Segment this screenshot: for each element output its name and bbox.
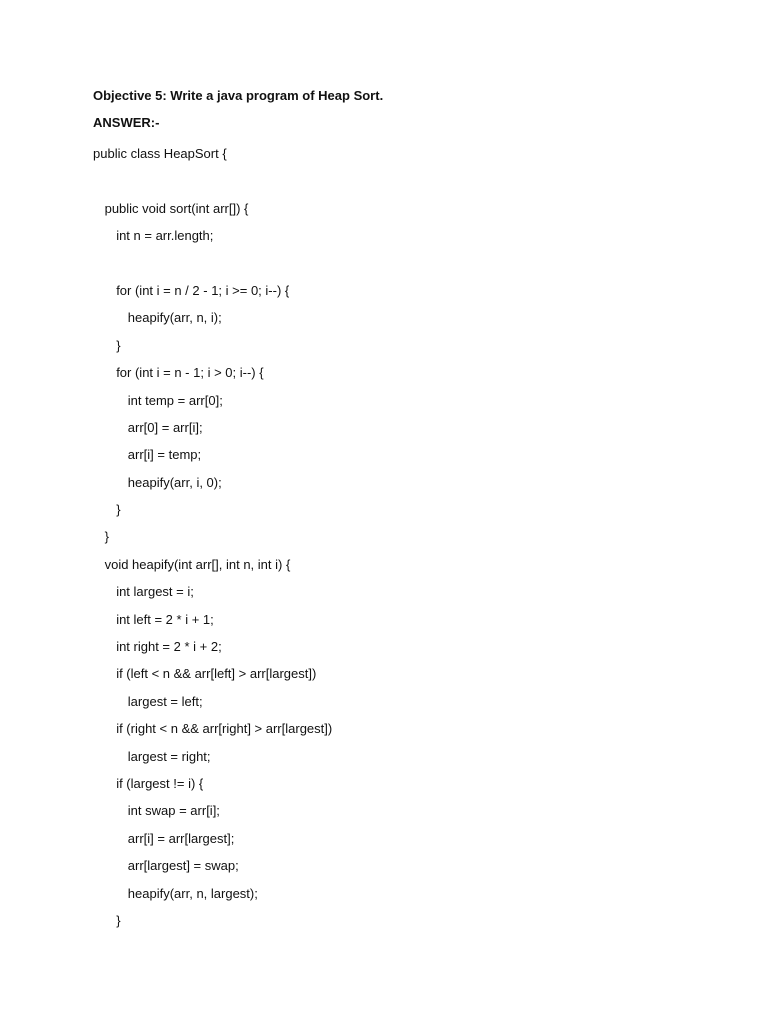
code-line: void heapify(int arr[], int n, int i) {: [104, 556, 291, 572]
code-line: arr[i] = temp;: [127, 447, 202, 463]
code-line: largest = left;: [127, 693, 203, 709]
document-content: [93, 86, 713, 934]
objective-heading: Objective 5: Write a java program of Heap Sort.: [93, 88, 384, 103]
code-line: int largest = i;: [116, 584, 194, 600]
code-line: int swap = arr[i];: [127, 803, 220, 819]
code-line: arr[largest] = swap;: [127, 858, 239, 874]
code-line: if (left < n && arr[left] > arr[largest]): [116, 666, 317, 682]
code-line: for (int i = n - 1; i > 0; i--) {: [116, 365, 264, 381]
code-block: [93, 140, 713, 934]
code-blank-line: [93, 250, 713, 277]
code-line: if (right < n && arr[right] > arr[largest]): [116, 721, 333, 737]
code-line: largest = right;: [127, 748, 211, 764]
code-line: public class HeapSort {: [93, 146, 227, 161]
code-line: heapify(arr, i, 0);: [127, 474, 222, 490]
code-line: int right = 2 * i + 2;: [116, 639, 222, 655]
code-line: heapify(arr, n, i);: [127, 310, 222, 326]
code-line: }: [116, 502, 121, 518]
code-line: }: [104, 529, 109, 545]
code-line: if (largest != i) {: [116, 775, 204, 791]
code-line: arr[0] = arr[i];: [127, 419, 203, 435]
code-line: int n = arr.length;: [116, 228, 214, 244]
code-line: arr[i] = arr[largest];: [127, 830, 235, 846]
code-line: int left = 2 * i + 1;: [116, 611, 214, 627]
code-line: heapify(arr, n, largest);: [127, 885, 258, 901]
answer-label: ANSWER:-: [93, 115, 160, 130]
code-blank-line: [93, 167, 713, 194]
code-line: for (int i = n / 2 - 1; i >= 0; i--) {: [116, 282, 290, 298]
code-line: }: [116, 337, 121, 353]
code-line: int temp = arr[0];: [127, 392, 223, 408]
code-line: public void sort(int arr[]) {: [104, 200, 249, 216]
code-line: }: [116, 912, 121, 928]
